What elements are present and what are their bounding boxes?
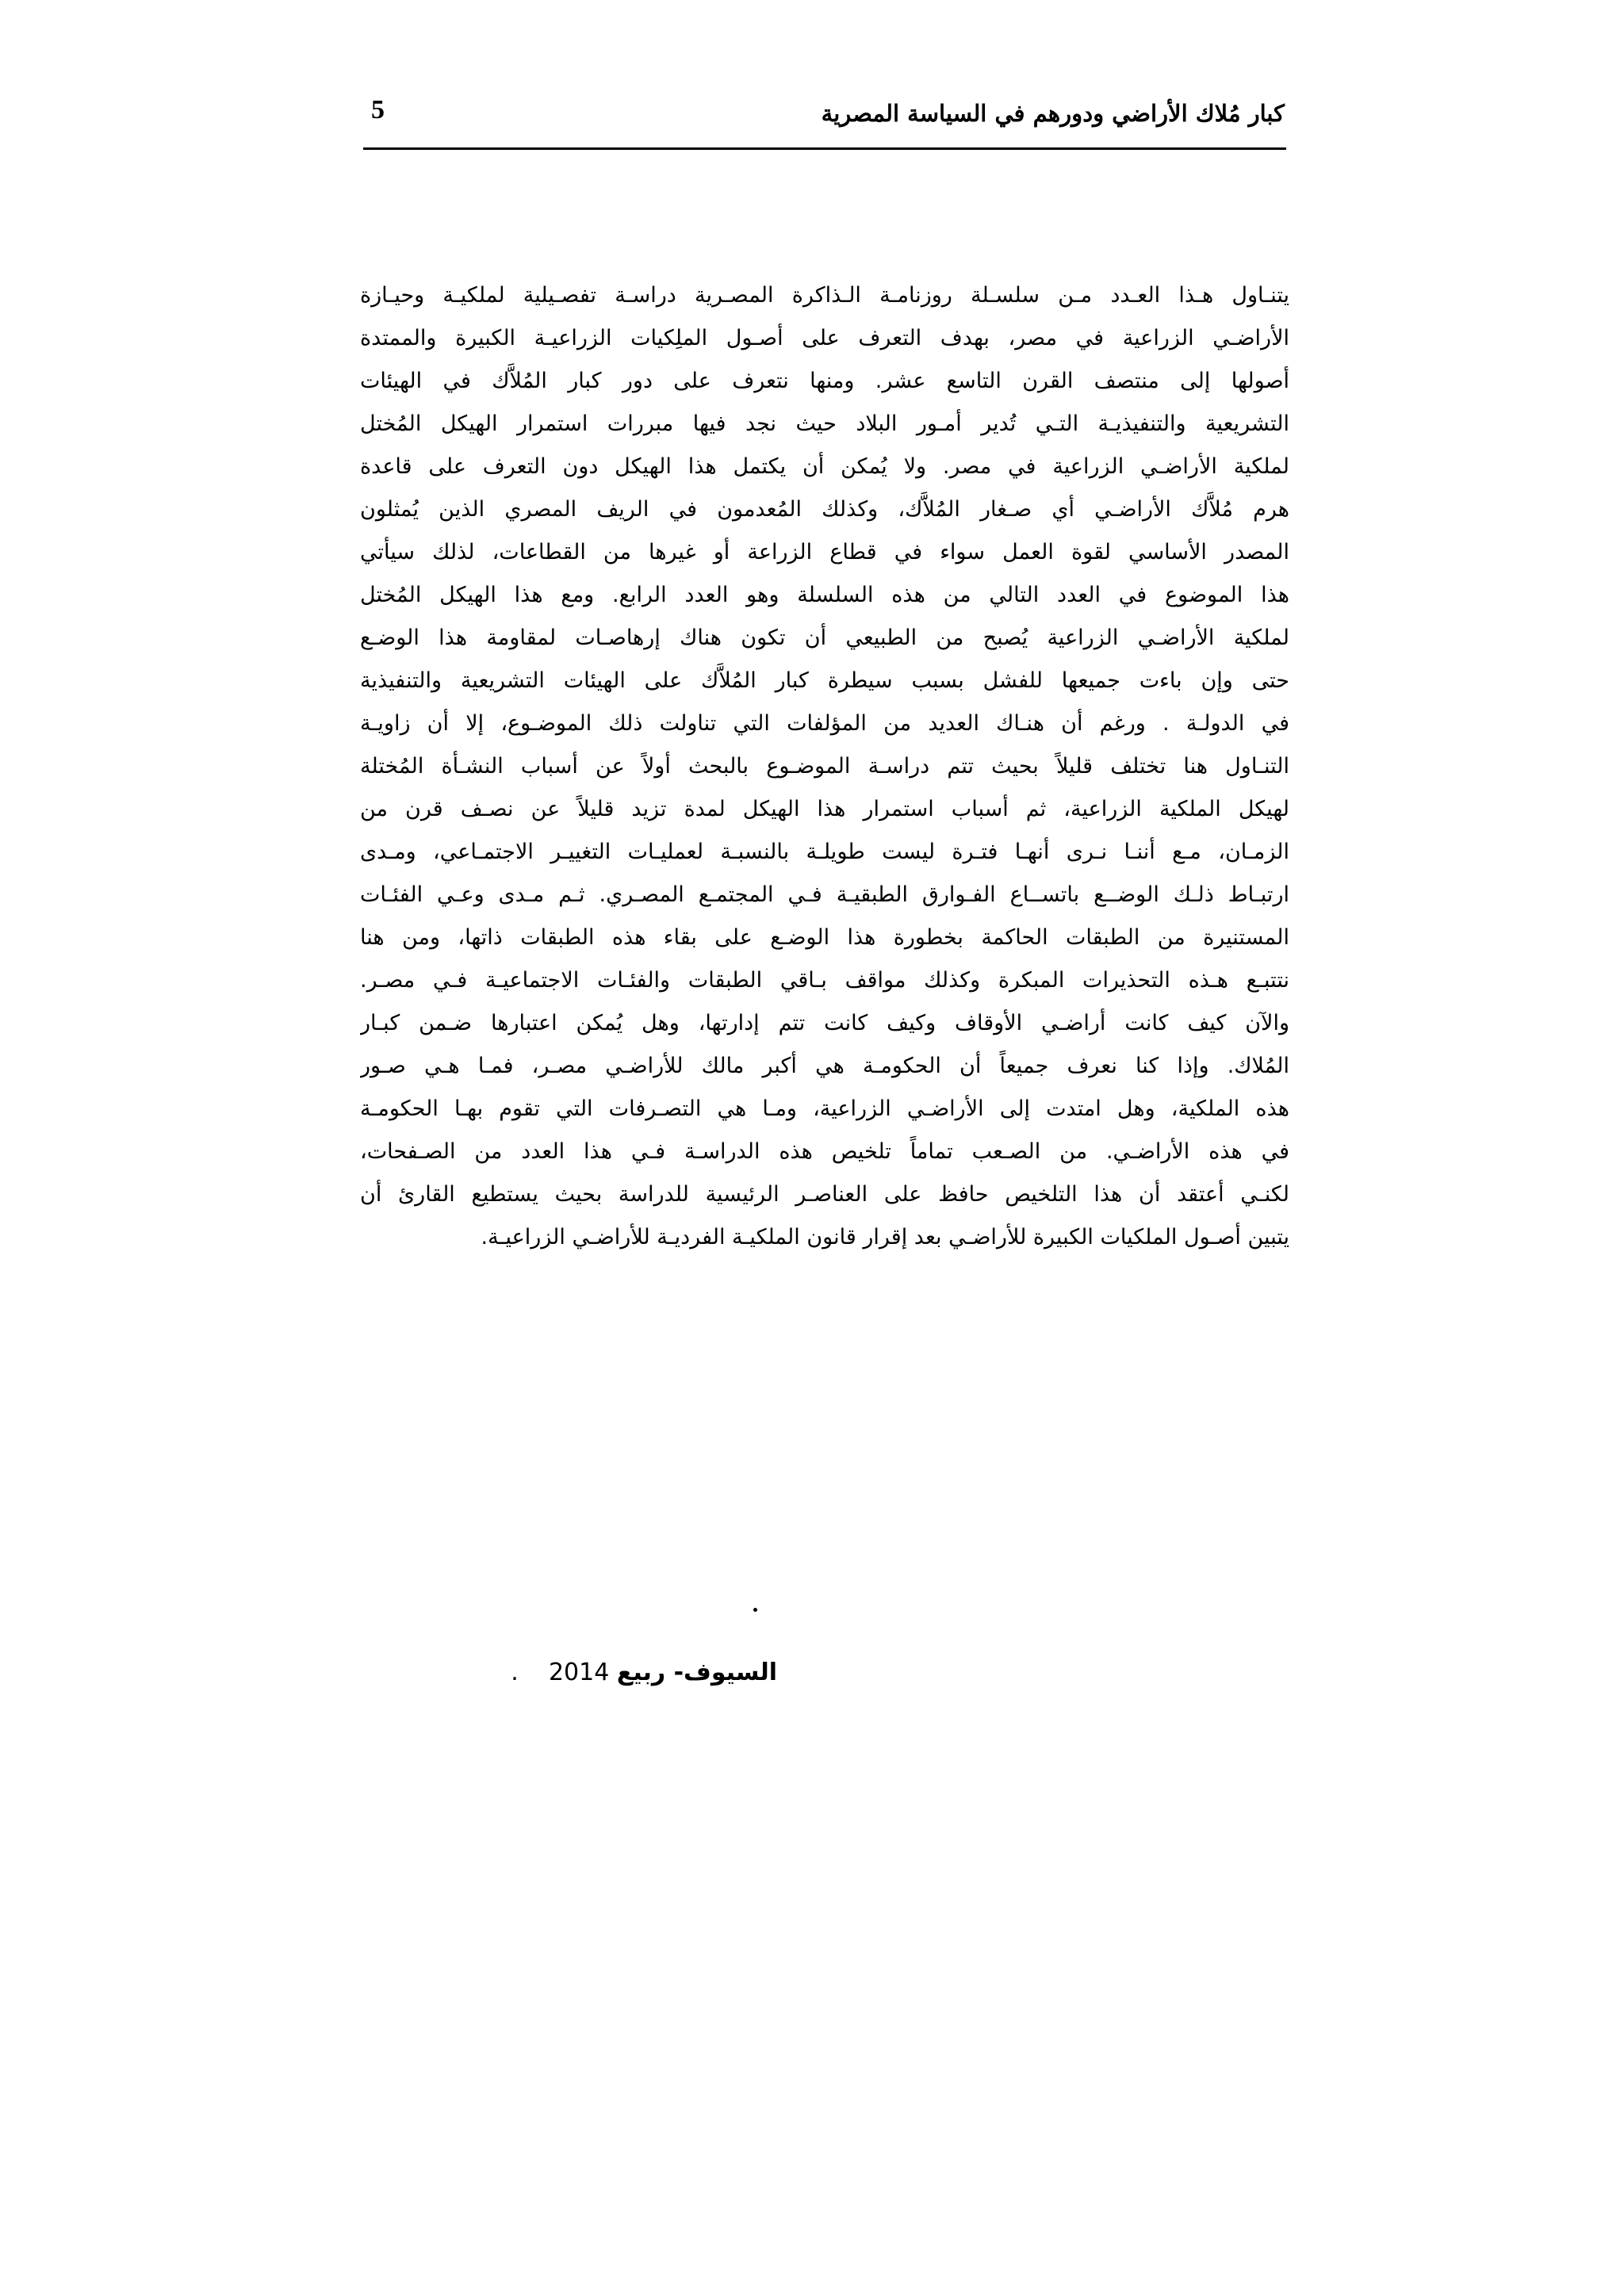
text-line: في الدولـة . ورغم أن هنـاك العديد من المؤلفات التي تناولت ذلك الموضـوع، إلا أن زاويـة (360, 711, 1289, 736)
stray-dot (753, 1608, 757, 1612)
author-signature (412, 1659, 777, 1686)
running-header (365, 95, 1285, 143)
body-paragraph (360, 274, 1289, 1259)
text-line: المستنيرة من الطبقات الحاكمة بخطورة هذا الوضـع على بقاء هذه الطبقات ذاتها، ومن هنا (360, 925, 1289, 950)
text-line: لهيكل الملكية الزراعية، ثم أسباب استمرار هذا الهيكل لمدة تزيد قليلاً عن نصـف قرن من (360, 797, 1289, 821)
running-header-title: كبار مُلاك الأراضي ودورهم في السياسة المصرية (821, 100, 1285, 127)
text-line: حتى وإن باءت جميعها للفشل بسبب سيطرة كبار المُلاَّك على الهيئات التشريعية والتنفيذية (360, 668, 1289, 693)
page-number: 5 (371, 95, 385, 124)
signature-trailing-dot: . (511, 1659, 519, 1686)
text-line: التشريعية والتنفيذيـة التـي تُدير أمـور البلاد حيث نجد فيها مبررات استمرار الهيكل المُختل (360, 411, 1289, 436)
text-line: لكنـي أعتقد أن هذا التلخيص حافظ على العناصـر الرئيسية للدراسة بحيث يستطيع القارئ أن (360, 1182, 1289, 1207)
text-line: الأراضـي الزراعية في مصر، بهدف التعرف على أصـول الملِكيات الزراعيـة الكبيرة والممتدة (360, 326, 1289, 350)
text-line: نتتبـع هـذه التحذيرات المبكرة وكذلك مواقف بـاقي الطبقات والفئـات الاجتماعيـة فـي مصـر. (360, 968, 1289, 993)
text-line: أصولها إلى منتصف القرن التاسع عشر. ومنها نتعرف على دور كبار المُلاَّك في الهيئات (360, 369, 1289, 393)
text-line: التنـاول هنا تختلف قليلاً بحيث تتم دراسـة الموضـوع بالبحث أولاً عن أسباب النشـأة المُختلة (360, 754, 1289, 779)
text-line: هذه الملكية، وهل امتدت إلى الأراضـي الزراعية، ومـا هي التصـرفات التي تقوم بهـا الحكومـة (360, 1096, 1289, 1121)
text-line: ارتبـاط ذلـك الوضــع باتســاع الفـوارق الطبقيـة فـي المجتمـع المصـري. ثـم مـدى وعـي الفئـات (360, 882, 1289, 907)
author-name: السيوف- ربيع (616, 1659, 777, 1686)
text-line: هذا الموضوع في العدد التالي من هذه السلسلة وهو العدد الرابع. ومع هذا الهيكل المُختل (360, 583, 1289, 607)
text-line: هرم مُلاَّك الأراضـي أي صـغار المُلاَّك، وكذلك المُعدمون في الريف المصري الذين يُمثلون (360, 497, 1289, 522)
text-line: يتبين أصـول الملكيات الكبيرة للأراضـي بعد إقرار قانون الملكيـة الفرديـة للأراضـي الزراعيـة. (481, 1225, 1289, 1249)
text-line: المصدر الأساسي لقوة العمل سواء في قطاع الزراعة أو غيرها من القطاعات، لذلك سيأتي (360, 540, 1289, 564)
text-line: المُلاك. وإذا كنا نعرف جميعاً أن الحكومـة هي أكبر مالك للأراضـي مصـر، فمـا هـي صـور (360, 1054, 1289, 1078)
header-divider (363, 147, 1286, 150)
signature-year: 2014 (548, 1659, 610, 1686)
text-line: لملكية الأراضـي الزراعية يُصبح من الطبيعي أن تكون هناك إرهاصـات لمقاومة هذا الوضـع (360, 626, 1289, 650)
text-line: الزمـان، مـع أننـا نـرى أنهـا فتـرة ليست طويلـة بالنسبـة لعمليـات التغييـر الاجتمـاعي، ومـدى (360, 840, 1289, 864)
text-line: يتنـاول هـذا العـدد مـن سلسـلة روزنامـة الـذاكرة المصـرية دراسـة تفصـيلية لملكيـة وحيـازة (360, 283, 1289, 308)
text-line: لملكية الأراضـي الزراعية في مصر. ولا يُمكن أن يكتمل هذا الهيكل دون التعرف على قاعدة (360, 454, 1289, 479)
text-line: في هذه الأراضـي. من الصـعب تماماً تلخيص هذه الدراسـة فـي هذا العدد من الصـفحات، (360, 1139, 1289, 1164)
text-line: والآن كيف كانت أراضـي الأوقاف وكيف كانت تتم إدارتها، وهل يُمكن اعتبارها ضـمن كبـار (360, 1011, 1289, 1035)
